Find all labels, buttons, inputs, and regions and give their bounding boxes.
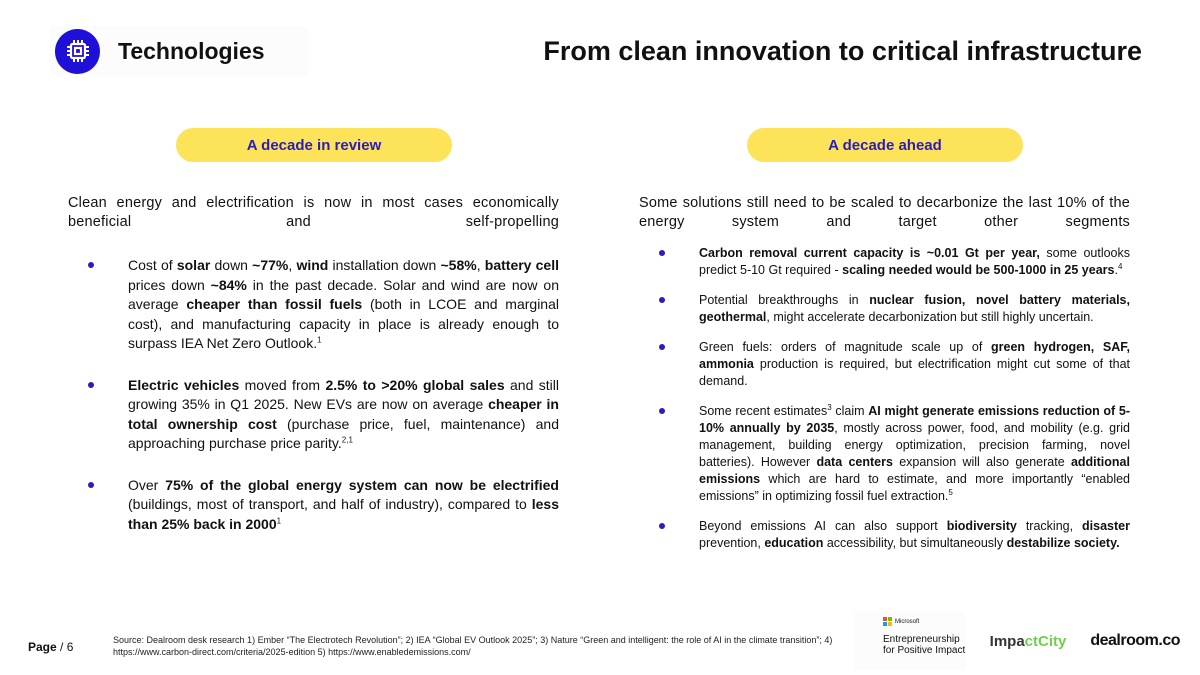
bullet-item [639,245,1130,279]
bold-text: Carbon removal current capacity is ~0.01 Gt per year, [699,246,1040,260]
bullet-dot-icon [659,523,665,529]
text: claim [831,404,869,418]
text: , might accelerate decarbonization but still highly uncertain. [766,310,1094,324]
bold-text: additional emissions [699,455,1130,486]
bullet-item [639,403,1130,505]
bold-text: AI might generate emissions reduction of 5-10% annually by 2035 [699,404,1130,435]
text: , mostly across power, food, and mobility (e.g. grid management, building energy optimization, precision farming, novel batteries). However [699,421,1131,469]
text: Cost of [128,257,177,273]
bold-text: green hydrogen, SAF, ammonia [699,340,1130,371]
text: down [210,257,253,273]
bold-text: destabilize society. [1006,536,1120,550]
right-intro: Some solutions still need to be scaled to decarbonize the last 10% of the energy system and target other segments [639,195,1130,230]
bold-text: education [764,536,824,550]
bold-text: data centers [816,455,893,469]
text: (purchase price, fuel, maintenance) and approaching purchase price parity. [128,415,559,451]
bullet-item [68,256,559,354]
page-title: From clean innovation to critical infrastructure [543,36,1142,66]
right-column [639,194,1130,552]
bullet-dot-icon [659,297,665,303]
impact-a: Impa [989,632,1025,650]
bold-text: 2.5% to >20% global sales [325,376,505,393]
bold-text: ~58% [440,257,477,273]
bullet-dot-icon [659,344,665,350]
footnote-ref: 4 [1117,261,1123,271]
bold-text: solar [176,257,211,273]
bold-text: ~77% [252,257,289,273]
bullet-dot-icon [88,262,94,268]
text: production is required, but electrification might cut some of that demand. [699,357,1130,388]
impact-b: ctCity [1024,632,1067,650]
text: tracking, [1016,519,1083,533]
text: Green fuels: orders of magnitude scale up of [699,340,992,354]
text: prevention, [699,536,765,550]
section-title: Technologies [118,37,265,64]
text: and still growing 35% in Q1 2025. New EVs are now on average [128,376,559,412]
text: in the past decade. Solar and wind are now on average [128,276,559,312]
text: , [476,257,485,273]
text: . [1114,263,1118,277]
left-column [68,194,559,534]
text: accessibility, but simultaneously [823,536,1007,550]
bullet-dot-icon [88,382,94,388]
text: (buildings, most of transport, and half of industry), compared to [128,496,532,512]
page-total: / 6 [56,640,74,654]
footnote-ref: 2,1 [341,435,353,445]
pill-decade-ahead: A decade ahead [747,128,1023,162]
microsoft-squares-icon [883,617,892,626]
bullet-item [68,476,559,535]
page-indicator [28,640,73,654]
ms-program-line2: for Positive Impact [883,645,966,656]
bold-text: cheaper than fossil fuels [186,296,363,312]
bold-text: scaling needed would be 500-1000 in 25 years [842,263,1115,277]
footnote-ref: 3 [827,402,832,412]
bold-text: nuclear fusion, novel battery materials, geothermal [699,293,1130,324]
footnote-ref: 5 [948,487,953,497]
text: moved from [239,376,326,393]
ms-program-line1: Entrepreneurship [883,634,960,645]
bullet-item [639,292,1130,326]
bullet-item [68,376,559,454]
bold-text: 75% of the global energy system can now be electrified [165,476,559,493]
bullet-item [639,339,1130,390]
pill-decade-review: A decade in review [176,128,452,162]
text: expansion will also generate [892,455,1071,469]
section-badge [50,26,308,76]
bold-text: biodiversity [946,519,1017,533]
bullet-item [639,518,1130,552]
text: , [288,257,297,273]
text: which are hard to estimate, and more importantly “enabled emissions” in optimizing fossil fuel extraction. [699,472,1130,503]
page-label: Page [28,640,57,654]
dealroom-logo: dealroom.co [1090,632,1180,649]
text: prices down [128,276,211,293]
bold-text: wind [296,257,329,273]
partner-logos [854,612,1180,670]
bold-text: cheaper in total ownership cost [128,396,559,432]
bold-text: disaster [1082,519,1130,533]
chip-icon [55,29,100,74]
bold-text: ~84% [210,276,247,293]
bullet-dot-icon [659,250,665,256]
bullet-dot-icon [659,408,665,414]
text: (both in LCOE and marginal cost), and manufacturing capacity in place is already enough to surpass IEA Net Zero Outlook. [128,296,559,351]
text: some outlooks predict 5-10 Gt required - [699,246,1131,277]
impactcity-logo [990,633,1067,650]
text: installation down [328,257,441,273]
left-intro: Clean energy and electrification is now in most cases economically beneficial and self-propelling [68,195,559,230]
footnote-ref: 1 [276,515,282,525]
microsoft-logo [854,612,966,670]
footnote-ref: 1 [317,335,322,345]
text: Over [128,476,166,493]
microsoft-text: Microsoft [895,618,920,625]
text: Potential breakthroughs in [699,293,870,307]
bold-text: battery cell [484,257,559,273]
text: Beyond emissions AI can also support [699,519,947,533]
source-note: Source: Dealroom desk research 1) Ember “The Electrotech Revolution”; 2) IEA “Global EV Outlook 2025”; 3) Nature “Green and intelligent: the role of AI in the climate transition”; 4) https://www.carbon-direct.com/criteria/2025-edition 5) https://www.enabledemissions.com/ [113,635,833,657]
text: Some recent estimates [699,404,828,418]
bold-text: less than 25% back in 2000 [128,496,559,532]
bold-text: Electric vehicles [128,376,240,393]
bullet-dot-icon [88,482,94,488]
